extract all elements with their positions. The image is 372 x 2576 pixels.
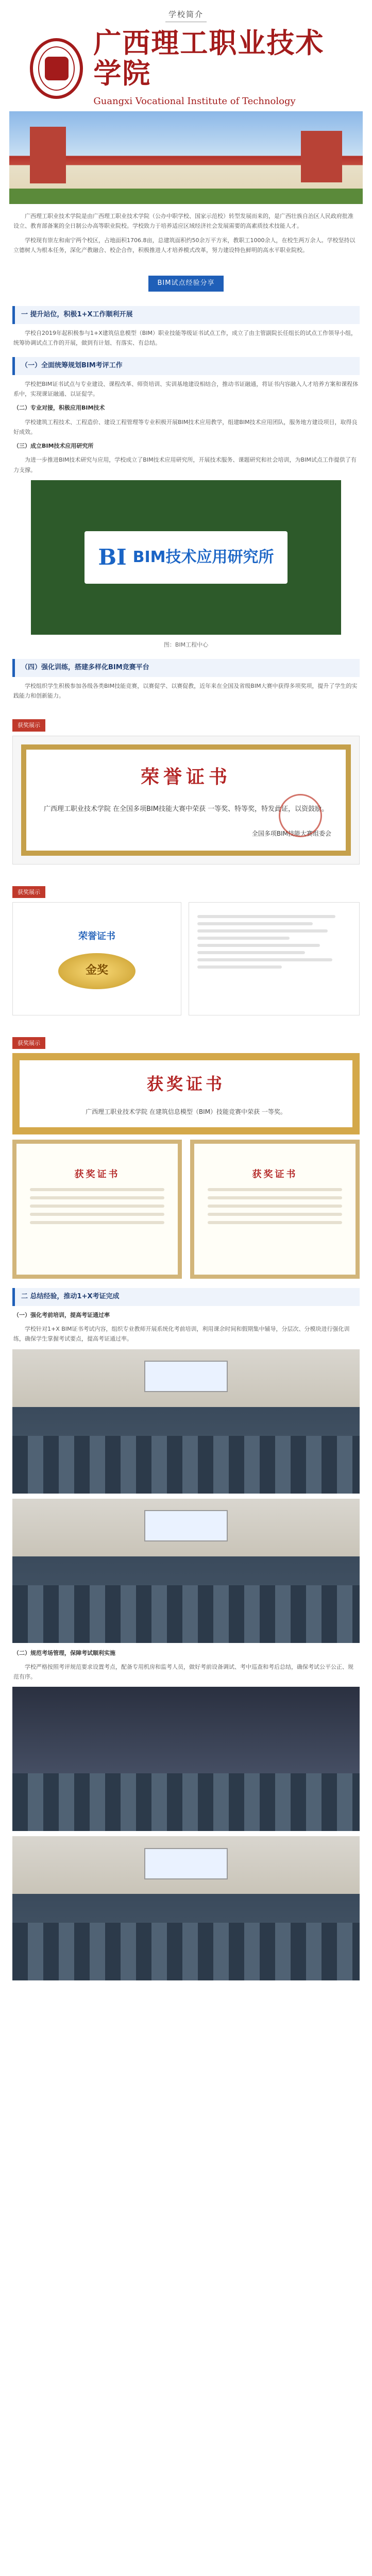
page-title-bar: [0, 0, 372, 30]
paragraph: 为进一步推进BIM技术研究与应用，学校成立了BIM技术应用研究所，开展技术服务、课题研究和社会培训，为BIM试点工作提供了有力支撑。: [13, 456, 357, 473]
paragraph-heading: （一）强化考前培训，提高考证通过率: [13, 1311, 110, 1318]
stamp-icon: [279, 794, 322, 837]
small-certificate-title: 获奖证书: [252, 1169, 298, 1180]
sub-heading: （一）全面统筹规划BIM考评工作: [12, 357, 360, 375]
gold-medal-icon: [58, 953, 136, 989]
bim-sign-text: BIM技术应用研究所: [132, 548, 274, 566]
school-name-en: Guangxi Vocational Institute of Technology: [93, 95, 296, 107]
intro-paragraph: 广西理工职业技术学院是由广西理工职业技术学院（公办中职学校、国家示范校）转型发展而来的，是广西壮族自治区人民政府批准设立、教育部备案的全日制公办高等职业院校。学校致力于培养适应区域经济社会发展需要的高素质技术技能人才。: [13, 213, 353, 230]
footer-spacer: [0, 1986, 372, 2001]
certificate-body: 广西理工职业技术学院 在全国多项BIM技能大赛中荣获 一等奖、特等奖，特发此证，以资鼓励。: [43, 805, 329, 813]
award-tag: 获奖展示: [12, 886, 45, 898]
paragraph-heading: （二）专业对接，积极应用BIM技术: [13, 404, 105, 412]
small-certificate-title: 获奖证书: [74, 1169, 120, 1180]
section-banner-label: BIM试点经验分享: [148, 276, 224, 292]
school-seal-icon: [30, 38, 83, 99]
exam-photos: [12, 1687, 360, 1980]
exam-room-photo: [12, 1836, 360, 1980]
paragraph: 学校自2019年起积极参与1+X建筑信息模型（BIM）职业技能等级证书试点工作，成立了由主管副院长任组长的试点工作领导小组，统筹协调试点工作的开展，做到有计划、有落实、有总结。: [13, 329, 357, 346]
paragraph: 学校严格按照考评规范要求设置考点，配备专用机房和监考人员，做好考前设备调试、考中巡查和考后总结，确保考试公平公正、规范有序。: [13, 1663, 353, 1680]
sub-heading: 二 总结经验，推动1+X考证完成: [12, 1288, 360, 1306]
school-name-cn: 广西理工职业技术学院: [93, 26, 325, 90]
sub-heading: （四）强化训练，搭建多样化BIM竞赛平台: [12, 659, 360, 677]
certificate-photo: [12, 736, 360, 865]
award-certificate-title: 获奖证书: [146, 1074, 225, 1094]
image-caption: 图：BIM工程中心: [163, 641, 209, 648]
honor-title: 荣誉证书: [78, 931, 115, 942]
gold-award-row: [12, 902, 360, 1015]
award-tag: 获奖展示: [12, 1037, 45, 1049]
certificate-issuer: 全国多项BIM技能大赛组委会: [251, 829, 331, 837]
award-document: [189, 902, 360, 1015]
small-certificate: [190, 1140, 360, 1279]
intro-text: [13, 211, 359, 255]
award-tag: 获奖展示: [12, 719, 45, 731]
intro-paragraph: 学校现有崇左和南宁两个校区，占地面积1706.8亩，总建筑面积约50余万平方米，教职工1000余人，在校生两万余人。学校坚持以立德树人为根本任务，深化产教融合、校企合作，积极推进人才培养模式改革，努力建设特色鲜明的高水平职业院校。: [13, 236, 356, 253]
training-photos: [12, 1349, 360, 1643]
school-logo-banner: [9, 26, 363, 107]
paragraph: 学校组织学生积极参加各级各类BIM技能竞赛，以赛促学、以赛促教，近年来在全国及省级BIM大赛中获得多项奖项，提升了学生的实践能力和创新能力。: [13, 682, 358, 699]
gold-label: 金奖: [85, 964, 108, 977]
classroom-photo: [12, 1499, 360, 1643]
exam-room-photo: [12, 1687, 360, 1831]
classroom-photo: [12, 1349, 360, 1494]
honor-card: [12, 902, 181, 1015]
page-title: 学校简介: [165, 8, 207, 22]
small-certificate: [12, 1140, 182, 1279]
paragraph-heading: （三）成立BIM技术应用研究所: [13, 443, 94, 449]
award-certificate-body: 广西理工职业技术学院 在建筑信息模型（BIM）技能竞赛中荣获 一等奖。: [86, 1108, 286, 1115]
paragraph-heading: （二）规范考场管理，保障考试顺利实施: [13, 1649, 115, 1656]
bim-center-photo: [31, 480, 341, 635]
paragraph: 学校把BIM证书试点与专业建设、课程改革、师资培训、实训基地建设相结合，推动书证融通，将证书内容融入人才培养方案和课程体系中，实现课证融通、以证促学。: [13, 380, 359, 397]
sub-heading: 一 提升站位，积极1+X工作顺利开展: [12, 306, 360, 324]
bim-logo: BI: [98, 545, 127, 570]
school-name-group: [93, 28, 342, 109]
award-certificate: [12, 1053, 360, 1134]
campus-photo: [9, 111, 363, 204]
certificate-pair: [12, 1140, 360, 1279]
section-banner: [0, 276, 372, 292]
paragraph: 学校针对1+X BIM证书考试内容，组织专业教师开展系统化考前培训，利用课余时间和假期集中辅导，分层次、分模块进行强化训练，确保学生掌握考试要点，提高考证通过率。: [13, 1326, 350, 1343]
certificate-title: 荣誉证书: [140, 766, 231, 788]
paragraph: 学校建筑工程技术、工程造价、建设工程管理等专业积极开展BIM技术应用教学，组建BIM技术应用团队，服务地方建设项目，取得良好成效。: [13, 418, 358, 435]
